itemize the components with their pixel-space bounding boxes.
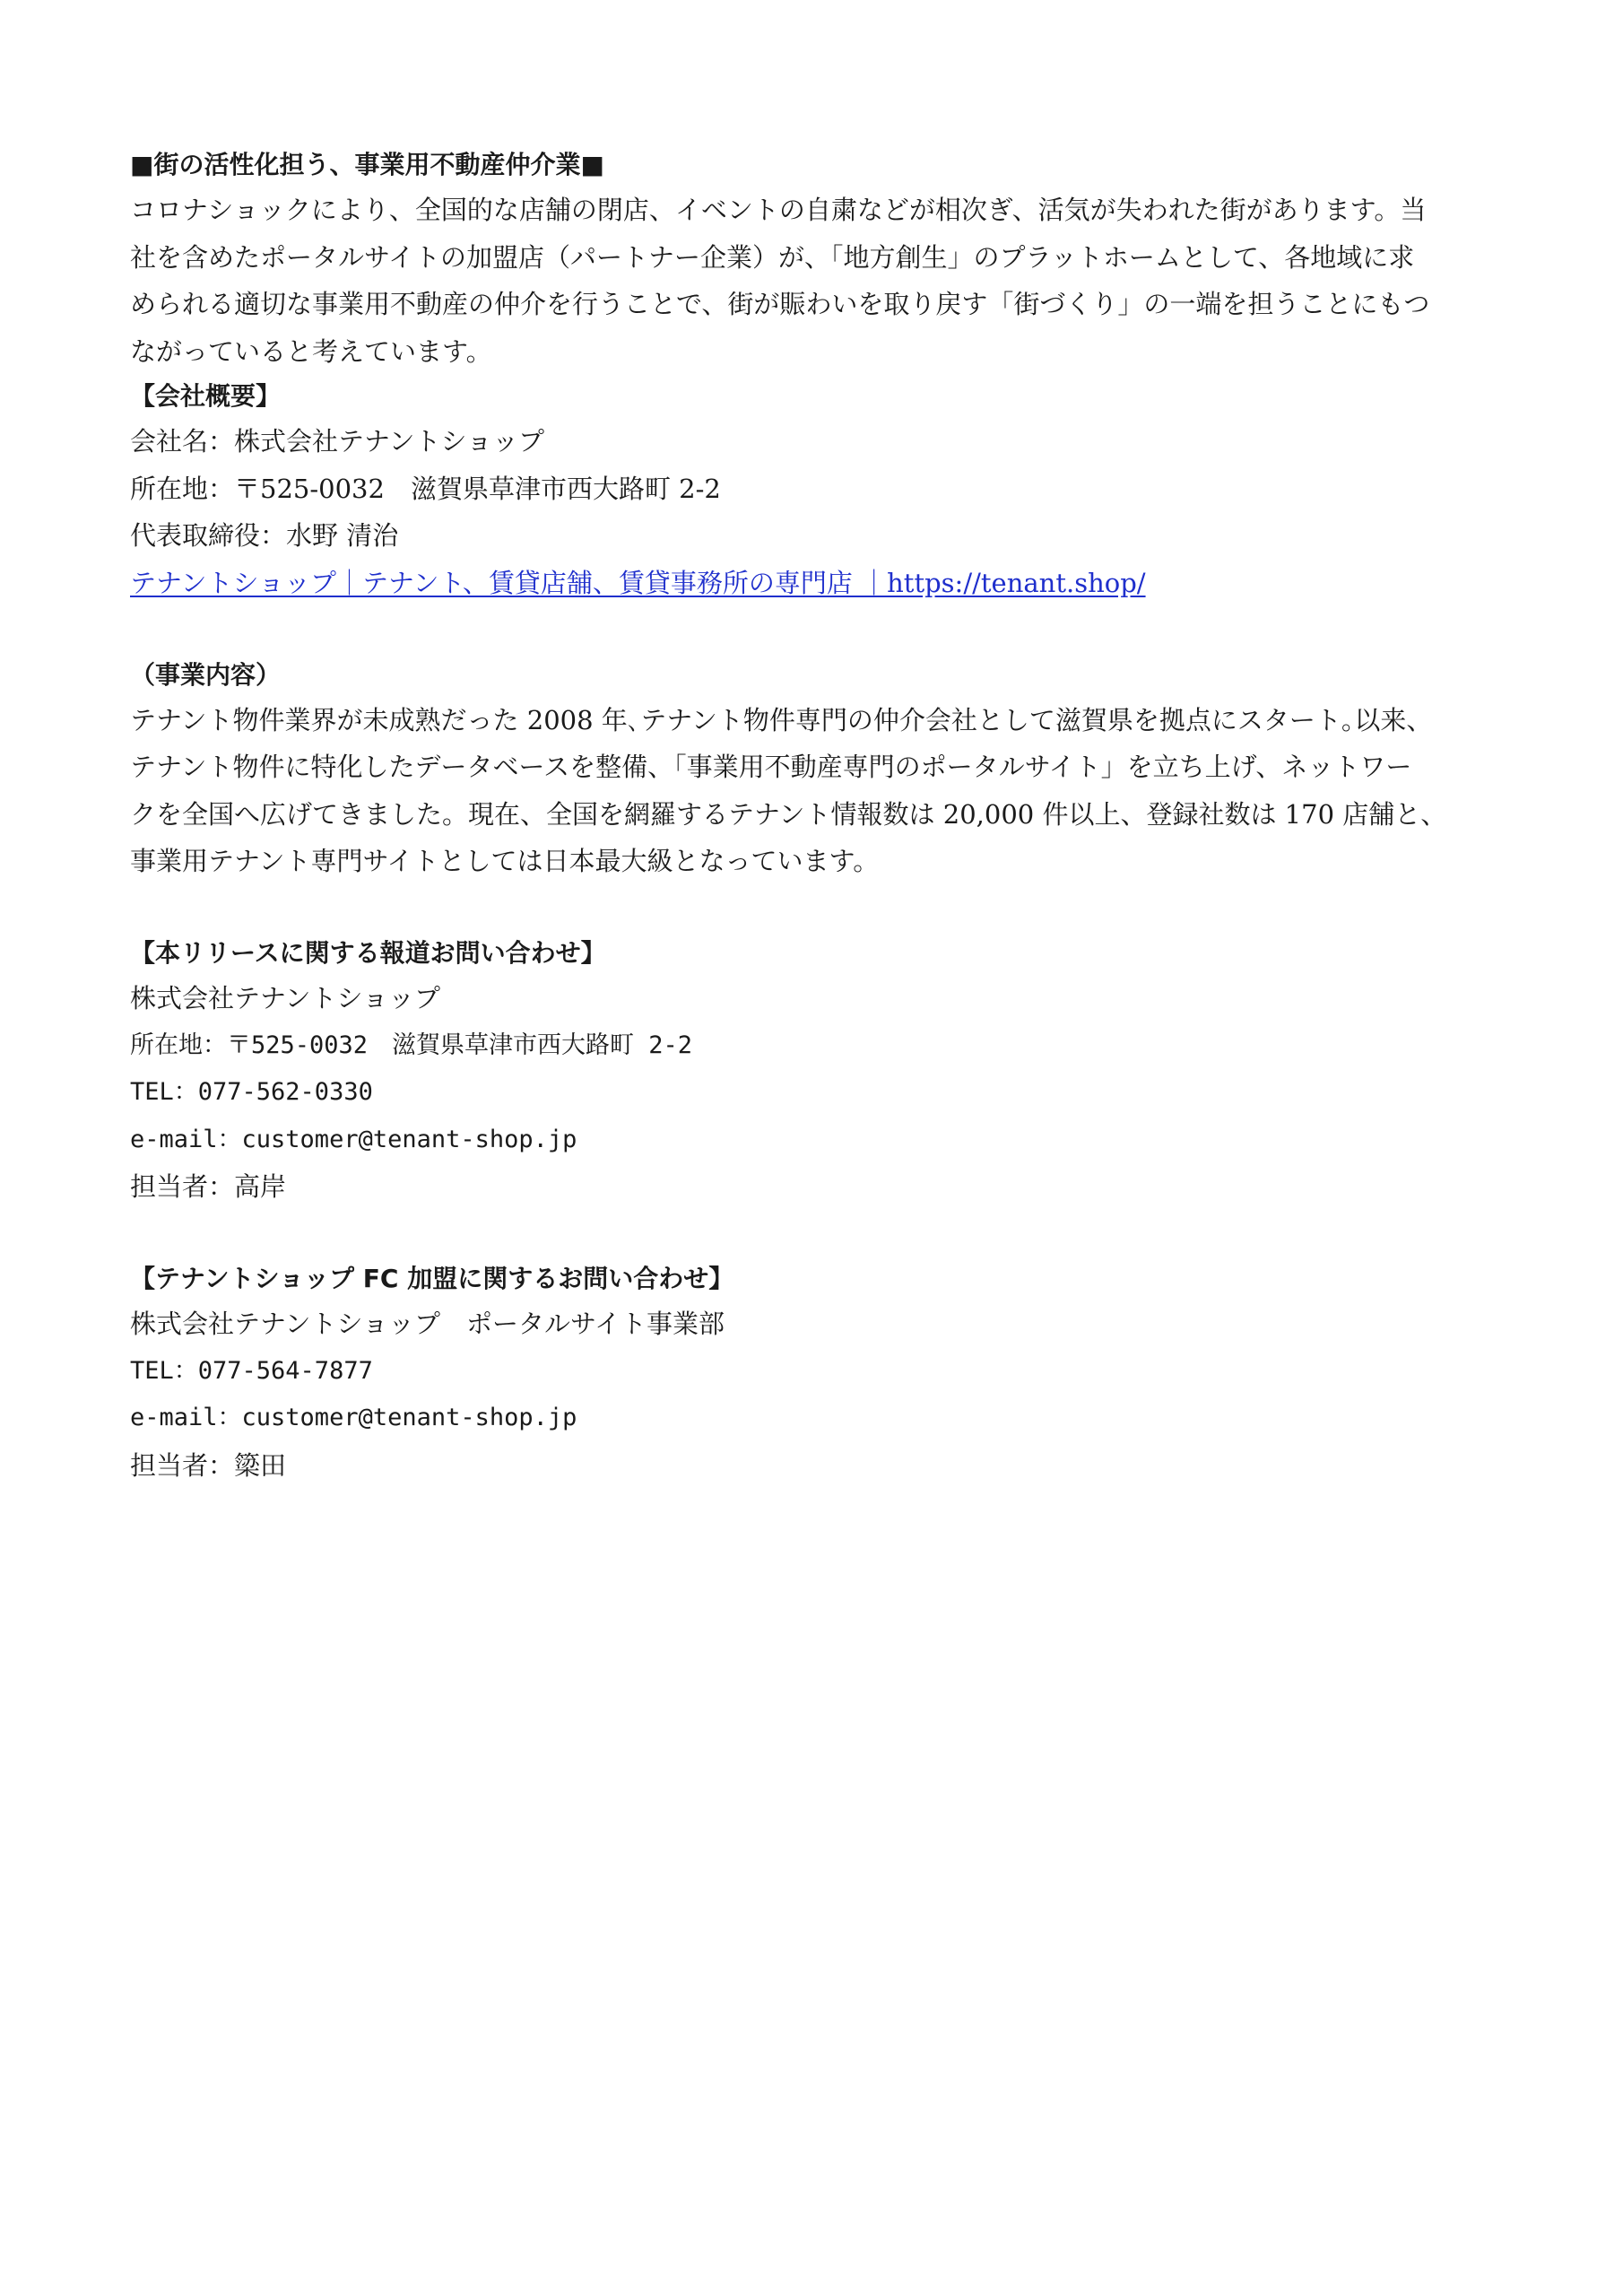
fc-contact-tel: TEL：077-564-7877	[130, 1356, 373, 1385]
paragraph-line: コロナショックにより、全国的な店舗の閉店、イベントの自粛などが相次ぎ、活気が失われた街があります。当	[130, 195, 1427, 225]
section-heading-business: （事業内容）	[130, 659, 282, 690]
section-heading-company-overview: 【会社概要】	[130, 381, 282, 411]
paragraph-line: テナント物件業界が未成熟だった 2008 年､テナント物件専門の仲介会社として滋賀県を拠点にスタート｡以来、	[130, 704, 1433, 735]
press-contact-company: 株式会社テナントショップ	[130, 983, 440, 1013]
press-contact-person: 担当者：高岸	[130, 1171, 287, 1202]
press-contact-tel: TEL：077-562-0330	[130, 1078, 373, 1106]
company-link-row	[130, 560, 1506, 607]
revitalization-paragraph	[130, 187, 1506, 375]
company-website-link[interactable]: テナントショップ｜テナント、賃貸店舗、賃貸事務所の専門店 ｜https://tenant.shop/	[130, 567, 1146, 598]
spacer	[130, 606, 1506, 654]
company-name: 会社名：株式会社テナントショップ	[130, 426, 544, 457]
document-page	[130, 144, 1506, 1489]
paragraph-line: 社を含めたポータルサイトの加盟店（パートナー企業）が、「地方創生」のプラットホームとして、各地域に求	[130, 241, 1415, 273]
business-paragraph	[130, 697, 1506, 885]
paragraph-line: ながっていると考えています。	[130, 335, 492, 367]
paragraph-line: クを全国へ広げてきました。現在、全国を網羅するテナント情報数は 20,000 件以上、登録社数は 170 店舗と、	[130, 798, 1447, 830]
paragraph-line: 事業用テナント専門サイトとしては日本最大級となっています。	[130, 846, 880, 876]
section-heading-revitalization: ■街の活性化担う、事業用不動産仲介業■	[130, 150, 604, 179]
fc-contact-company: 株式会社テナントショップ ポータルサイト事業部	[130, 1309, 725, 1339]
spacer	[130, 1211, 1506, 1258]
spacer	[130, 885, 1506, 933]
section-heading-press-contact: 【本リリースに関する報道お問い合わせ】	[130, 938, 606, 968]
section-heading-fc-contact: 【テナントショップ FC 加盟に関するお問い合わせ】	[130, 1264, 734, 1293]
fc-contact-person: 担当者：簗田	[130, 1449, 287, 1481]
press-contact-address: 所在地：〒525-0032 滋賀県草津市西大路町 2-2	[130, 1031, 693, 1059]
paragraph-line: テナント物件に特化したデータベースを整備、「事業用不動産専門のポータルサイト」を立ち上げ、ネットワー	[130, 752, 1412, 782]
fc-contact-email: e-mail：customer@tenant-shop.jp	[130, 1404, 577, 1431]
paragraph-line: められる適切な事業用不動産の仲介を行うことで、街が賑わいを取り戻す「街づくり」の一端を担うことにもつ	[130, 289, 1430, 319]
press-contact-email: e-mail：customer@tenant-shop.jp	[130, 1125, 577, 1153]
company-address: 所在地：〒525-0032 滋賀県草津市西大路町 2-2	[130, 473, 721, 504]
company-representative: 代表取締役：水野 清治	[130, 520, 399, 551]
